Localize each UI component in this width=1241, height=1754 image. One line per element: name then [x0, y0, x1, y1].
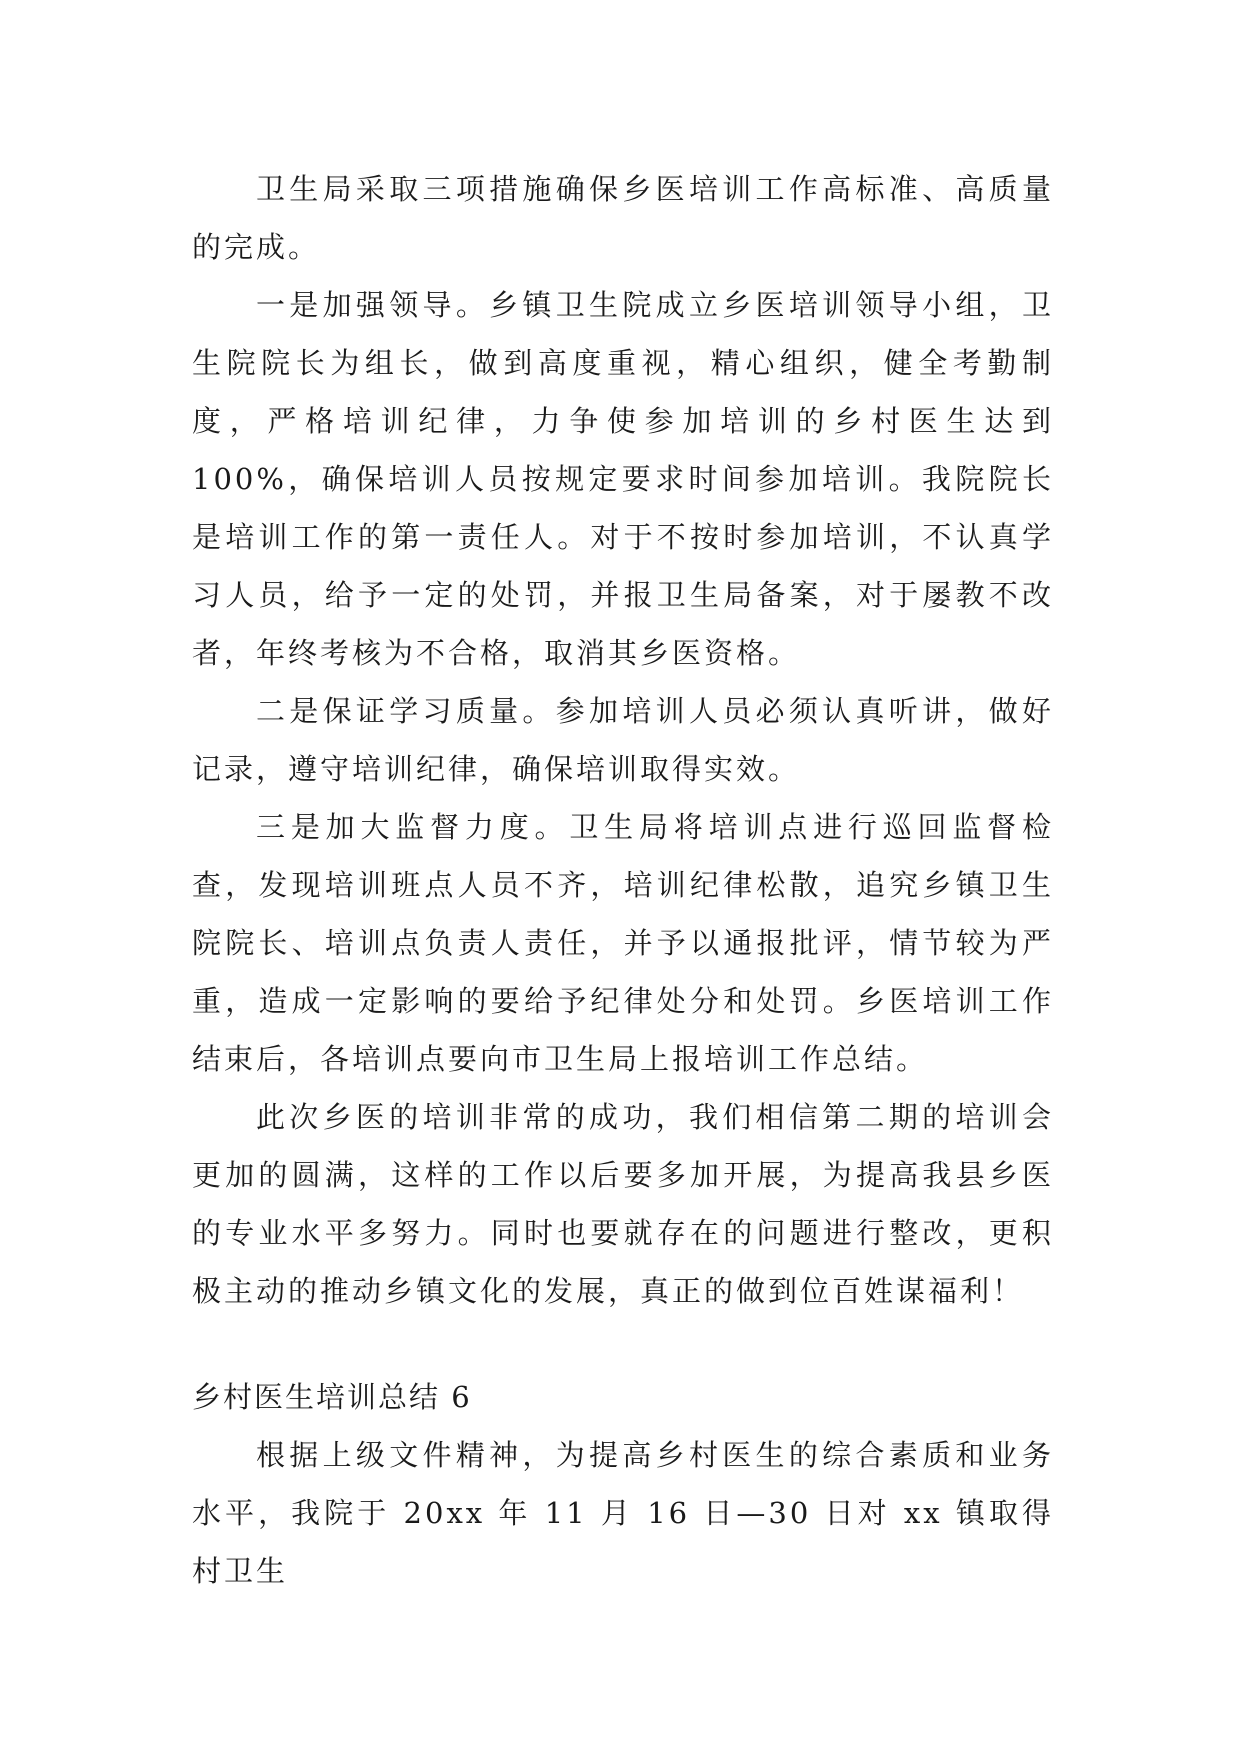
- paragraph-conclusion: 此次乡医的培训非常的成功，我们相信第二期的培训会更加的圆满，这样的工作以后要多加开展，为提高我县乡医的专业水平多努力。同时也要就存在的问题进行整改，更积极主动的推动乡镇文化的发展，真正的做到位百姓谋福利！: [192, 1100, 1054, 1308]
- paragraph-intro: 卫生局采取三项措施确保乡医培训工作高标准、高质量的完成。: [192, 172, 1054, 264]
- paragraph-section-start: 根据上级文件精神，为提高乡村医生的综合素质和业务水平，我院于 20xx 年 11 月 16 日—30 日对 xx 镇取得村卫生: [192, 1438, 1054, 1588]
- document-body: [192, 160, 1054, 1600]
- paragraph-measure-one: 一是加强领导。乡镇卫生院成立乡医培训领导小组，卫生院院长为组长，做到高度重视，精心组织，健全考勤制度，严格培训纪律，力争使参加培训的乡村医生达到100%，确保培训人员按规定要求时间参加培训。我院院长是培训工作的第一责任人。对于不按时参加培训，不认真学习人员，给予一定的处罚，并报卫生局备案，对于屡教不改者，年终考核为不合格，取消其乡医资格。: [192, 288, 1054, 670]
- paragraph-measure-three: 三是加大监督力度。卫生局将培训点进行巡回监督检查，发现培训班点人员不齐，培训纪律松散，追究乡镇卫生院院长、培训点负责人责任，并予以通报批评，情节较为严重，造成一定影响的要给予纪律处分和处罚。乡医培训工作结束后，各培训点要向市卫生局上报培训工作总结。: [192, 810, 1054, 1076]
- paragraph-measure-two: 二是保证学习质量。参加培训人员必须认真听讲，做好记录，遵守培训纪律，确保培训取得实效。: [192, 694, 1054, 786]
- section-heading: 乡村医生培训总结 6: [192, 1380, 472, 1414]
